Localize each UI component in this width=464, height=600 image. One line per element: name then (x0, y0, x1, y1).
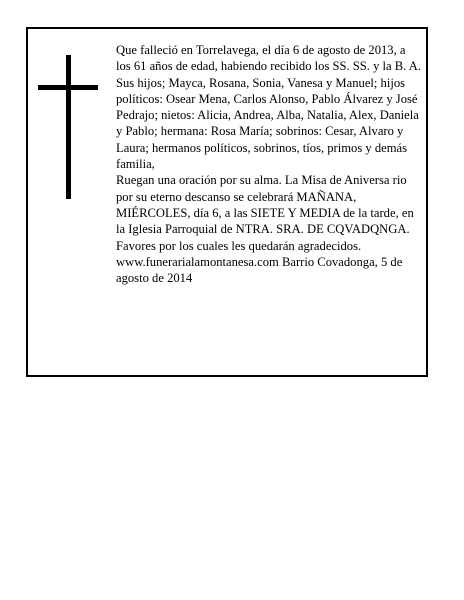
obituary-notice-frame (26, 27, 428, 377)
obituary-text (116, 42, 422, 286)
mass-announcement-paragraph: Ruegan una oración por su alma. La Misa de Aniversa rio por su eterno descanso se celebrará MAÑANA, MIÉRCOLES, día 6, a las SIETE Y MEDIA de la tarde, en la Iglesia Parroquial de NTRA. SRA. DE CQVADQNGA. Favores por los cuales les quedarán agradecidos. (116, 173, 414, 253)
funeral-home-footer: www.funerarialamontanesa.com Barrio Covadonga, 5 de agosto de 2014 (116, 254, 403, 286)
cross-icon (38, 55, 98, 199)
death-announcement-paragraph: Que falleció en Torrelavega, el día 6 de agosto de 2013, a los 61 años de edad, habiendo recibido los SS. SS. y la B. A. (116, 43, 422, 74)
family-list-paragraph: Sus hijos; Mayca, Rosana, Sonia, Vanesa y Manuel; hijos políticos: Osear Mena, Carlos Alonso, Pablo Álvarez y José Pedrajo; nietos: Alicia, Andrea, Alba, Natalia, Alex, Daniela y Pablo; hermana: Rosa María; sobrinos: Cesar, Alvaro y Laura; hermanos políticos, sobrinos, tíos, primos y demás familia, (116, 75, 419, 172)
cross-vertical-bar (66, 55, 71, 199)
cross-horizontal-bar (38, 85, 98, 90)
